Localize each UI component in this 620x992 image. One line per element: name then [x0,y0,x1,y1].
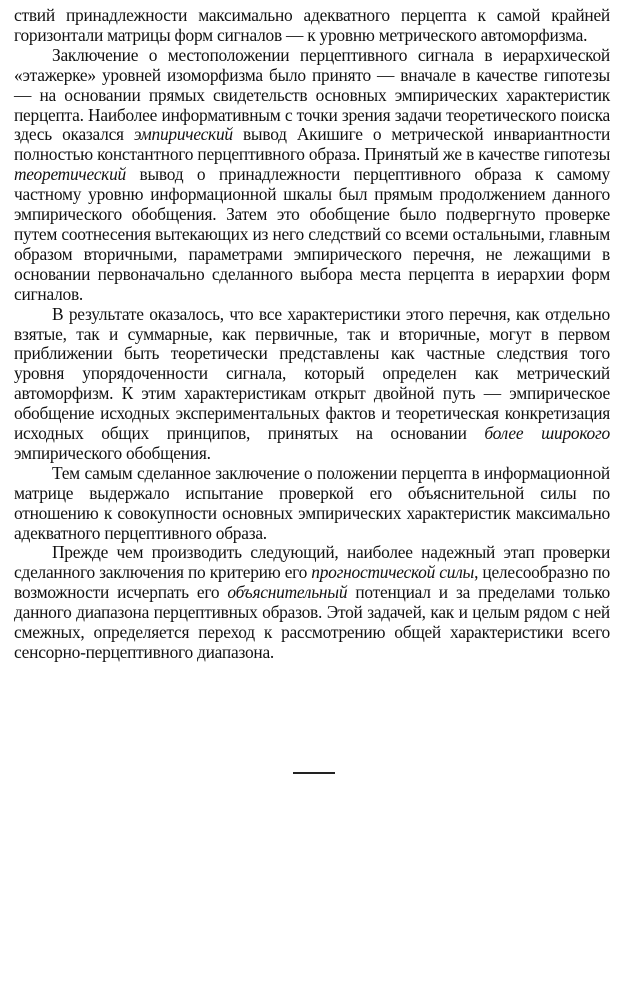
paragraph-result [14,305,610,464]
paragraph-next-stage [14,543,610,662]
paragraph-3-text-a: В результате оказалось, что все характеристики этого перечня, как отдельно взятые, так и суммарные, как первичные, так и вторичные, могут в первом приближении быть теоретически представлены как частные следствия того уровня упорядоченности сигнала, который определен как метрический автоморфизм. К этим характеристикам открыт двойной путь — эмпирическое обобщение исходных экспериментальных фактов и теоретическая конкретизация исходных общих принципов, принятых на основании [14,303,610,444]
paragraph-continuation [14,6,610,46]
paragraph-2-text-b: вывод Акишиге о метрической инвариантности полностью константного перцептивного образа. Принятый же в качестве гипотезы [14,124,610,165]
paragraph-2-italic-empirical: эмпирический [133,124,233,145]
paragraph-3-italic-broader: более широкого [484,423,610,444]
paragraph-test-passed [14,464,610,544]
paragraph-5-text-a: Прежде чем производить следующий, наиболее надежный этап проверки сделанного заключения по критерию его [14,542,610,583]
paragraph-2-text-a: Заключение о местоположении перцептивного сигнала в иерархической «этажерке» уровней изоморфизма было принято — вначале в качестве гипотезы — на основании прямых свидетельств основных эмпирических характеристик перцепта. Наиболее информативным с точки зрения задачи теоретического поиска здесь оказался [14,44,610,145]
paragraph-3-text-b: эмпирического обобщения. [14,442,211,463]
paragraph-2-italic-theoretical: теоретический [14,164,126,185]
paragraph-5-text-b: , целесообразно по возможности исчерпать его [14,562,610,603]
paragraph-4-text: Тем самым сделанное заключение о положении перцепта в информационной матрице выдержало испытание проверкой его объяснительной силы по отношению к совокупности основных эмпирических характеристик максимально адекватного перцептивного образа. [14,462,610,543]
book-page [14,6,610,663]
paragraph-5-italic-explanatory: объяснительный [227,582,348,603]
paragraph-conclusion-location [14,46,610,305]
paragraph-1-text: ствий принадлежности максимально адекватного перцепта к самой крайней горизонтали матрицы форм сигналов — к уровню метрического автоморфизма. [14,5,610,45]
paragraph-5-italic-prognostic: прогностической силы [311,562,475,583]
section-end-rule [293,772,335,774]
paragraph-2-text-c: вывод о принадлежности перцептивного образа к самому частному уровню информационной шкалы был прямым продолжением данного эмпирического обобщения. Затем это обобщение было подвергнуто проверке путем соотнесения вытекающих из него следствий со всеми остальными, главным образом вторичными, параметрами эмпирического перечня, не лежащими в основании первоначально сделанного выбора места перцепта в иерархии форм сигналов. [14,164,610,304]
paragraph-5-text-c: потенциал и за пределами только данного диапазона перцептивных образов. Этой задачей, как и целым рядом с ней смежных, определяется переход к рассмотрению общей характеристики всего сенсорно-перцептивного диапазона. [14,582,610,662]
